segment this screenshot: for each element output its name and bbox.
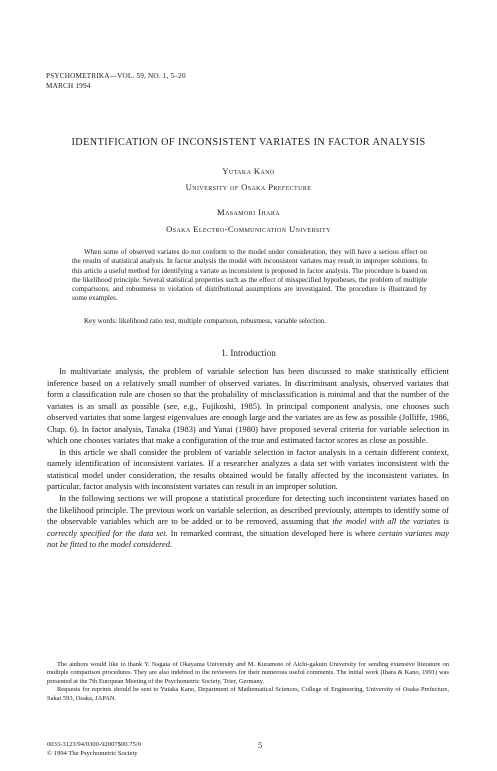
body-text: [47, 366, 449, 551]
author-name-1: Yutaka Kano: [222, 166, 275, 176]
paragraph-3-text-a: In the following sections we will propose a statistical procedure for detecting such inconsistent variates based on the likelihood principle. The previous work on variable selection, as described previously, attempts to identify some of the observable variables which are to be added or to be removed, assuming that: [47, 493, 449, 527]
journal-date: MARCH 1994: [46, 81, 91, 90]
paragraph-1: In multivariate analysis, the problem of variable selection has been discussed to make statistically efficient inference based on a relatively small number of observed variates. In discriminant analysis, observed variates that form a classification rule are chosen so that the probability of misclassification is minimal and that the number of the variates is as small as possible (see, e.g., Fujikoshi, 1985). In principal component analysis, one chooses such observed variates that some largest eigenvalues are enough large and the variates are as few as possible (Jolliffe, 1986, Chap. 6). In factor analysis, Tanaka (1983) and Yanai (1980) have proposed several criteria for variable selection in which one chooses variates that make a configuration of the true and estimated factor scores as close as possible.: [47, 366, 449, 446]
journal-header: [46, 72, 186, 91]
page-number: 5: [258, 740, 263, 750]
author-affiliation-2: Osaka Electro-Communication University: [166, 224, 331, 234]
footnote-acknowledgement: The authors would like to thank Y. Nagata of Okayama University and M. Kuramoto of Aichi-gakuin University for sending extensive literature on multiple comparison procedures. They are also indebted to the reviewers for their numerous useful comments. The initial work (Ihara & Kano, 1991) was presented at the 7th European Meeting of the Psychometric Society, Trier, Germany.: [47, 661, 449, 685]
paragraph-3: [47, 493, 449, 551]
author-affiliation-1: University of Osaka Prefecture: [185, 182, 312, 192]
copyright-line: © 1994 The Psychometric Society: [47, 749, 138, 757]
paper-title: IDENTIFICATION OF INCONSISTENT VARIATES IN FACTOR ANALYSIS: [71, 137, 426, 148]
journal-citation: PSYCHOMETRIKA—VOL. 59, NO. 1, 5–20: [46, 72, 186, 80]
issn-line: 0033-3123/94/0300-92007$00.75/0: [47, 741, 141, 748]
paragraph-2: In this article we shall consider the problem of variable selection in factor analysis in a certain different context, namely identification of inconsistent variates. If a researcher analyzes a data set with variates inconsistent with the statistical model under consideration, the results obtained would be fatally affected by the inconsistent variates. In particular, factor analysis with inconsistent variates can result in an improper solution.: [47, 446, 449, 492]
abstract: When some of observed variates do not conform to the model under consideration, they will have a serious effect on the results of statistical analysis. In factor analysis the model with inconsistent variates may result in improper solutions. In this article a useful method for identifying a variate as inconsistent is proposed in factor analysis. The procedure is based on the likelihood principle. Several statistical properties such as the effect of misspecified hypotheses, the problem of multiple comparisons, and robustness to violation of distributional assumptions are investigated. The procedure is illustrated by some examples.: [72, 248, 427, 303]
footnote-reprints: Requests for reprints should be sent to Yutaka Kano, Department of Mathematical Sciences, College of Engineering, University of Osaka Prefecture, Sakai 593, Osaka, JAPAN.: [47, 686, 449, 702]
section-heading: 1. Introduction: [221, 348, 276, 358]
paragraph-3-emphasis-1: the model with all the variates is correctly specified for the data set.: [47, 516, 449, 538]
publication-info: [47, 741, 141, 759]
paragraph-3-text-b: In remarked contrast, the situation developed here is where: [167, 527, 379, 538]
paragraph-3-emphasis-2: certain variates may not be fitted to the model considered.: [47, 527, 449, 550]
author-name-2: Masamori Ihara: [217, 207, 280, 217]
footnotes: [47, 661, 449, 703]
keywords: Key words: likelihood ratio test, multiple comparison, robustness, variable selection.: [84, 317, 327, 325]
